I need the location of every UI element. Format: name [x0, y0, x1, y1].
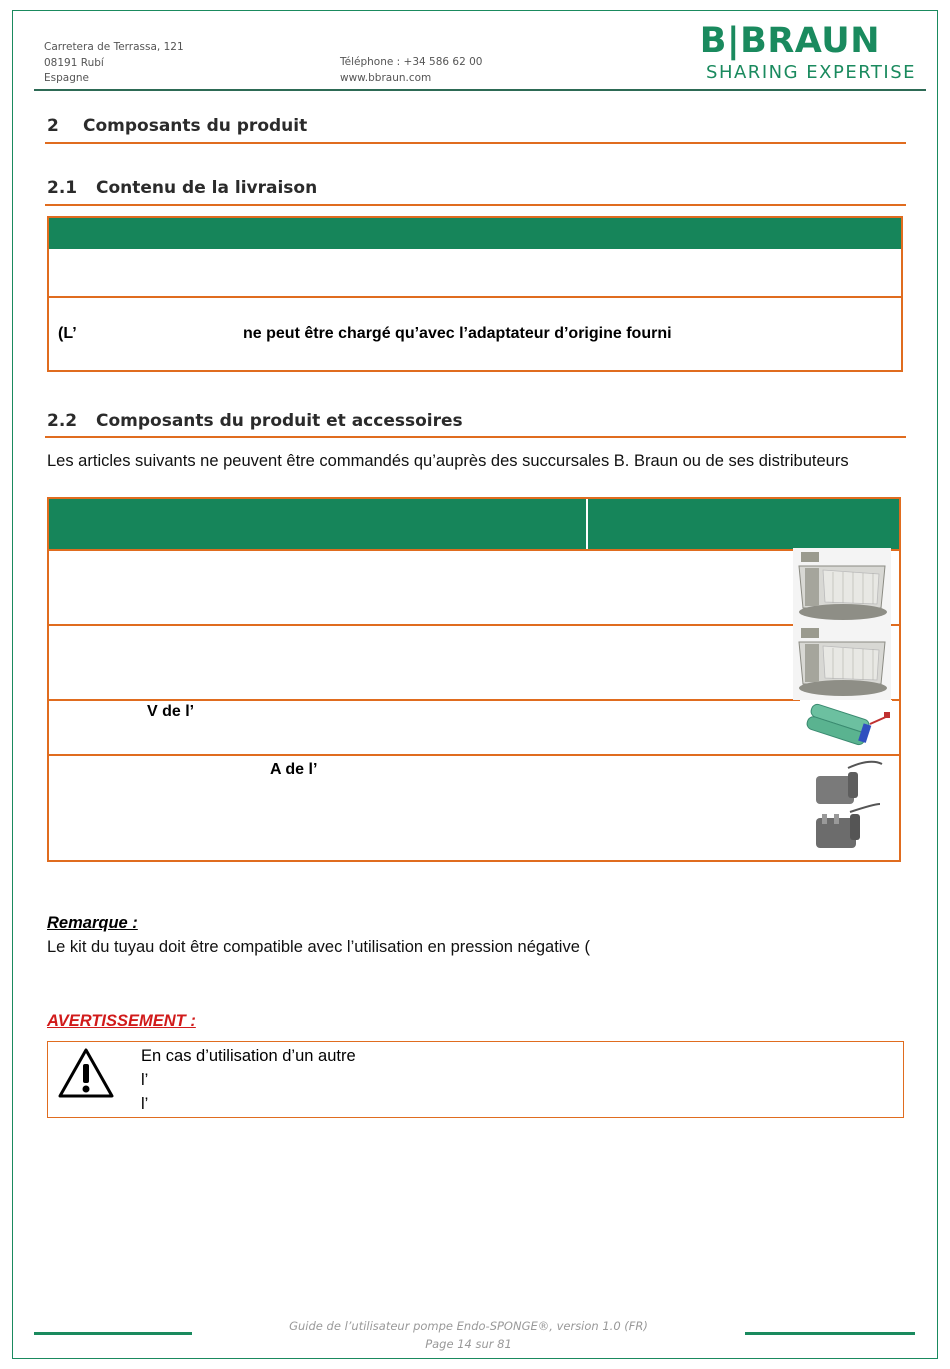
canister-image — [793, 624, 891, 700]
footer-rule-left — [34, 1332, 192, 1335]
table-row-divider — [49, 754, 899, 756]
table-row-divider — [49, 699, 899, 701]
battery-pack-image — [800, 700, 892, 752]
warning-line: l’ — [141, 1095, 149, 1113]
section-heading — [47, 116, 307, 136]
phone-number: Téléphone : +34 586 62 00 — [340, 56, 483, 68]
warning-line: l’ — [141, 1071, 149, 1089]
table-row-label: A de l’ — [270, 761, 318, 778]
company-contact — [340, 55, 482, 86]
power-adapter-image — [808, 758, 890, 856]
delivery-contents-table — [47, 216, 903, 372]
table-header-col2 — [588, 499, 899, 549]
section-title: Composants du produit et accessoires — [96, 411, 463, 431]
heading-underline — [45, 142, 906, 144]
header-divider — [34, 89, 926, 91]
section-number: 2 — [47, 116, 59, 136]
footer-guide-title: Guide de l’utilisateur pompe Endo-SPONGE®, version 1.0 (FR) — [289, 1319, 648, 1333]
footer-page-number: Page 14 sur 81 — [425, 1337, 512, 1351]
footer-rule-right — [745, 1332, 915, 1335]
website-link[interactable]: www.bbraun.com — [340, 71, 432, 84]
accessories-table — [47, 497, 901, 862]
bbraun-logo — [672, 22, 916, 86]
charger-note-prefix: (L’ — [58, 325, 77, 342]
warning-line: En cas d’utilisation d’un autre — [141, 1047, 356, 1065]
logo-brand: B|BRAUN — [699, 21, 880, 61]
table-row-divider — [49, 624, 899, 626]
address-line: Carretera de Terrassa, 121 — [44, 41, 184, 53]
warning-title: AVERTISSEMENT : — [47, 1012, 196, 1030]
table-row-divider — [49, 549, 899, 551]
accessories-intro: Les articles suivants ne peuvent être commandés qu’auprès des succursales B. Braun ou de ses distributeurs — [47, 452, 849, 470]
canister-image — [793, 548, 891, 624]
charger-note: ne peut être chargé qu’avec l’adaptateur d’origine fourni — [243, 325, 672, 342]
warning-box — [47, 1041, 904, 1118]
section-title: Contenu de la livraison — [96, 178, 318, 198]
section-number: 2.1 — [47, 178, 78, 198]
section-heading — [47, 178, 317, 198]
heading-underline — [45, 436, 906, 438]
table-row-divider — [49, 296, 901, 298]
table-row-label: V de l’ — [147, 703, 195, 720]
warning-triangle-icon — [56, 1046, 116, 1100]
table-header — [49, 218, 901, 249]
logo-tagline: SHARING EXPERTISE — [706, 62, 916, 83]
heading-underline — [45, 204, 906, 206]
address-line: Espagne — [44, 72, 89, 84]
remark-text: Le kit du tuyau doit être compatible avec l’utilisation en pression négative ( — [47, 938, 590, 956]
section-heading — [47, 411, 463, 431]
company-address — [44, 40, 184, 87]
table-header-col1 — [49, 499, 586, 549]
section-number: 2.2 — [47, 411, 78, 431]
remark-title: Remarque : — [47, 914, 138, 932]
section-title: Composants du produit — [83, 116, 308, 136]
address-line: 08191 Rubí — [44, 56, 104, 69]
